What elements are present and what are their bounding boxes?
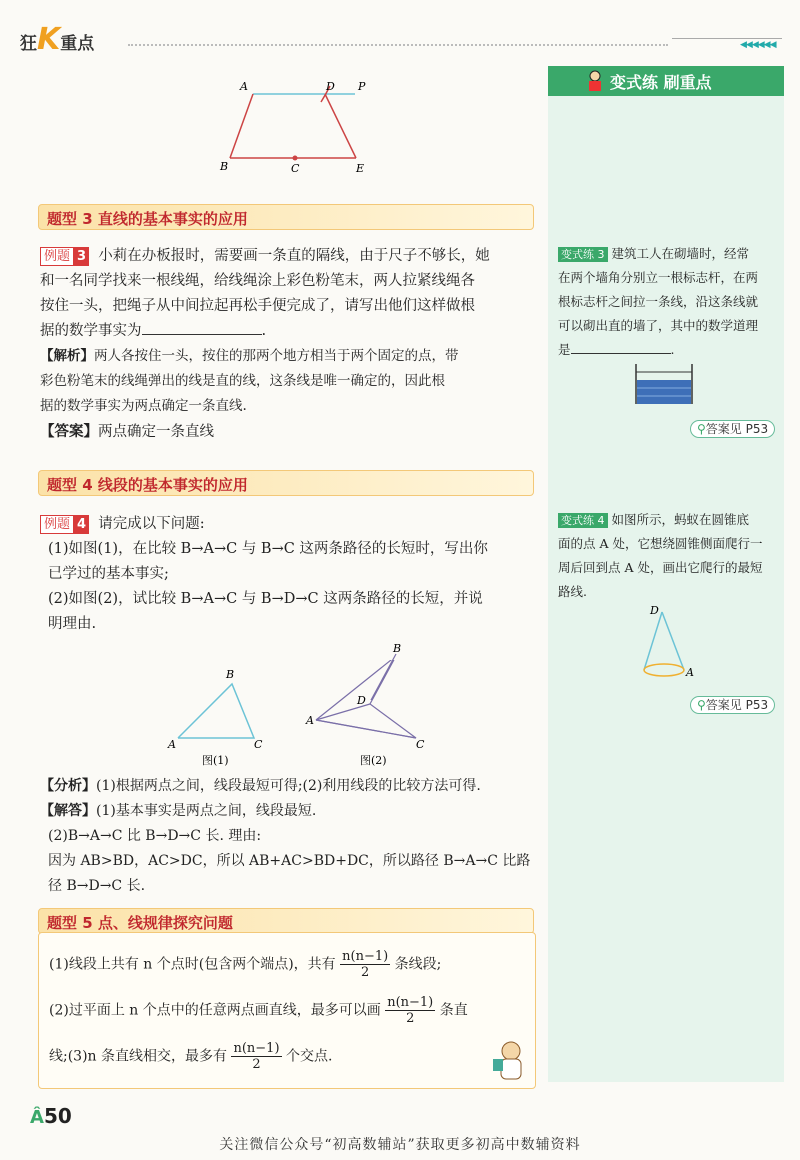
rule-3 bbox=[49, 1041, 332, 1072]
frac-den: 2 bbox=[252, 1057, 261, 1072]
label-P: P bbox=[358, 80, 366, 93]
wall-figure bbox=[630, 362, 700, 408]
page-number bbox=[30, 1104, 72, 1128]
fraction bbox=[340, 949, 390, 980]
fraction bbox=[231, 1041, 281, 1072]
label-A: A bbox=[240, 80, 248, 93]
period: . bbox=[670, 342, 675, 357]
variant-ex4 bbox=[558, 508, 778, 604]
fig2-caption: 图(2) bbox=[360, 754, 387, 767]
rule-text: 条线段; bbox=[394, 956, 442, 973]
answer-blank bbox=[571, 339, 671, 354]
answer-blank bbox=[142, 320, 262, 335]
answer-text: 两点确定一条直线 bbox=[98, 424, 214, 440]
trapezoid-figure bbox=[200, 74, 390, 174]
variant-line: 建筑工人在砌墙时，经常 bbox=[611, 246, 749, 261]
frac-num: n(n−1) bbox=[342, 949, 389, 964]
variant-line: 面的点 A 处，它想绕圆锥侧面爬行一 bbox=[558, 536, 763, 551]
label-E: E bbox=[356, 162, 365, 174]
header-dotted-line bbox=[128, 44, 668, 46]
label-C: C bbox=[291, 162, 300, 174]
example-num: 3 bbox=[74, 247, 89, 266]
example-tag: 例题 bbox=[40, 515, 74, 534]
fig1-label-A: A bbox=[168, 738, 176, 751]
pin-icon: ⚲ bbox=[697, 422, 706, 436]
page-icon: Â bbox=[30, 1107, 44, 1128]
section4-solution bbox=[40, 774, 540, 899]
answer-ref-text: 答案见 P53 bbox=[705, 422, 769, 436]
answer-ref-3[interactable] bbox=[690, 418, 775, 437]
rule-text: (2)过平面上 n 个点中的任意两点画直线，最多可以画 bbox=[49, 1002, 381, 1019]
variant-ex3 bbox=[558, 242, 778, 362]
frac-num: n(n−1) bbox=[387, 995, 434, 1010]
answer-line: 因为 AB>BD，AC>DC，所以 AB+AC>BD+DC，所以路径 B→A→C 比路 bbox=[48, 853, 531, 869]
frac-den: 2 bbox=[361, 965, 370, 980]
fig1-label-B: B bbox=[226, 668, 235, 681]
brand-suffix: 重点 bbox=[60, 34, 95, 54]
question-line: 明理由. bbox=[48, 616, 97, 632]
fig1-caption: 图(1) bbox=[202, 754, 229, 767]
variant-line: 根标志杆之间拉一条线，沿这条线就 bbox=[558, 294, 759, 309]
section5-banner bbox=[38, 908, 534, 934]
rule-2 bbox=[49, 995, 468, 1026]
label-D: D bbox=[326, 80, 335, 93]
rule-1 bbox=[49, 949, 441, 980]
answer-label: 【答案】 bbox=[40, 423, 98, 440]
rule-text: 条直 bbox=[439, 1002, 468, 1019]
answer-ref-4[interactable] bbox=[690, 694, 775, 713]
variant-line: 是 bbox=[558, 342, 571, 357]
cone-label-D: D bbox=[650, 604, 659, 617]
rule-box bbox=[38, 932, 536, 1089]
rule-text: 线;(3)n 条直线相交，最多有 bbox=[49, 1048, 228, 1065]
fig2-top bbox=[340, 640, 450, 700]
fig2-label-A: A bbox=[306, 714, 314, 727]
variant-line: 在两个墙角分别立一根标志杆，在两 bbox=[558, 270, 759, 285]
fraction bbox=[385, 995, 435, 1026]
question-line: 已学过的基本事实; bbox=[48, 566, 169, 582]
variant-line: 周后回到点 A 处，画出它爬行的最短 bbox=[558, 560, 763, 575]
section5-title: 题型 5 点、线规律探究问题 bbox=[47, 914, 233, 932]
question-line: (2)如图(2)，试比较 B→A→C 与 B→D→C 这两条路径的长短，并说 bbox=[48, 591, 483, 607]
answer-ref-text: 答案见 P53 bbox=[705, 698, 769, 712]
sidebar-title: 变式练 刷重点 bbox=[610, 73, 712, 92]
answer-line: (1)基本事实是两点之间，线段最短. bbox=[96, 803, 317, 819]
student-icon bbox=[584, 69, 606, 93]
label-B: B bbox=[220, 160, 229, 173]
question-intro: 请完成以下问题: bbox=[98, 516, 205, 532]
example-num: 4 bbox=[74, 515, 89, 534]
brand-k: K bbox=[37, 22, 61, 57]
analysis-text: (1)根据两点之间，线段最短可得;(2)利用线段的比较方法可得. bbox=[96, 778, 481, 794]
fig1-label-C: C bbox=[254, 738, 263, 751]
section3-banner bbox=[38, 204, 534, 230]
section3-example bbox=[40, 244, 536, 445]
question-line: 小莉在办板报时，需要画一条直的隔线，由于尺子不够长，她 bbox=[98, 248, 490, 264]
rule-text: (1)线段上共有 n 个点时(包含两个端点)，共有 bbox=[49, 956, 336, 973]
variant-tag: 变式练 3 bbox=[558, 247, 608, 262]
mascot-icon bbox=[489, 1037, 533, 1085]
fig2-label-B-top: B bbox=[393, 642, 402, 655]
fig2-label-D: D bbox=[357, 694, 366, 707]
header-arrows-icon: ◀◀◀◀◀◀ bbox=[740, 40, 776, 50]
brand-prefix: 狂 bbox=[20, 34, 37, 54]
analysis-label: 【分析】 bbox=[40, 778, 96, 794]
analysis-label: 【解析】 bbox=[40, 348, 94, 364]
period: . bbox=[261, 323, 267, 339]
section4-title: 题型 4 线段的基本事实的应用 bbox=[47, 476, 248, 494]
section4-example bbox=[40, 512, 536, 637]
frac-den: 2 bbox=[406, 1011, 415, 1026]
answer-line: (2)B→A→C 比 B→D→C 长. 理由: bbox=[48, 828, 262, 844]
answer-label: 【解答】 bbox=[40, 803, 96, 819]
question-line: 按住一头，把绳子从中间拉起再松手便完成了，请写出他们这样做根 bbox=[40, 298, 475, 314]
question-line: 和一名同学找来一根线绳，给线绳涂上彩色粉笔末，两人拉紧线绳各 bbox=[40, 273, 475, 289]
question-line: (1)如图(1)，在比较 B→A→C 与 B→C 这两条路径的长短时，写出你 bbox=[48, 541, 488, 557]
brand-logo bbox=[20, 22, 94, 57]
section4-banner bbox=[38, 470, 534, 496]
analysis-line: 两人各按住一头，按住的那两个地方相当于两个固定的点，带 bbox=[94, 348, 459, 364]
cone-label-A: A bbox=[686, 666, 694, 679]
analysis-line: 彩色粉笔末的线绳弹出的线是直的线，这条线是唯一确定的，因此根 bbox=[40, 373, 445, 389]
sidebar-header bbox=[548, 66, 784, 96]
footer-note: 关注微信公众号“初高数辅站”获取更多初高中数辅资料 bbox=[219, 1137, 581, 1153]
variant-line: 路线. bbox=[558, 584, 587, 599]
frac-num: n(n−1) bbox=[233, 1041, 280, 1056]
pin-icon: ⚲ bbox=[697, 698, 706, 712]
variant-line: 如图所示，蚂蚁在圆锥底 bbox=[611, 512, 749, 527]
variant-line: 可以砌出直的墙了，其中的数学道理 bbox=[558, 318, 759, 333]
cone-figure bbox=[636, 602, 706, 684]
question-line: 据的数学事实为 bbox=[40, 323, 142, 339]
section3-title: 题型 3 直线的基本事实的应用 bbox=[47, 210, 248, 228]
page-number-text: 50 bbox=[43, 1104, 72, 1128]
answer-line: 径 B→D→C 长. bbox=[48, 878, 146, 894]
analysis-line: 据的数学事实为两点确定一条直线. bbox=[40, 398, 247, 414]
rule-text: 个交点. bbox=[285, 1048, 333, 1065]
header-line bbox=[672, 38, 782, 39]
fig2-label-C: C bbox=[416, 738, 425, 751]
example-tag: 例题 bbox=[40, 247, 74, 266]
variant-tag: 变式练 4 bbox=[558, 513, 608, 528]
